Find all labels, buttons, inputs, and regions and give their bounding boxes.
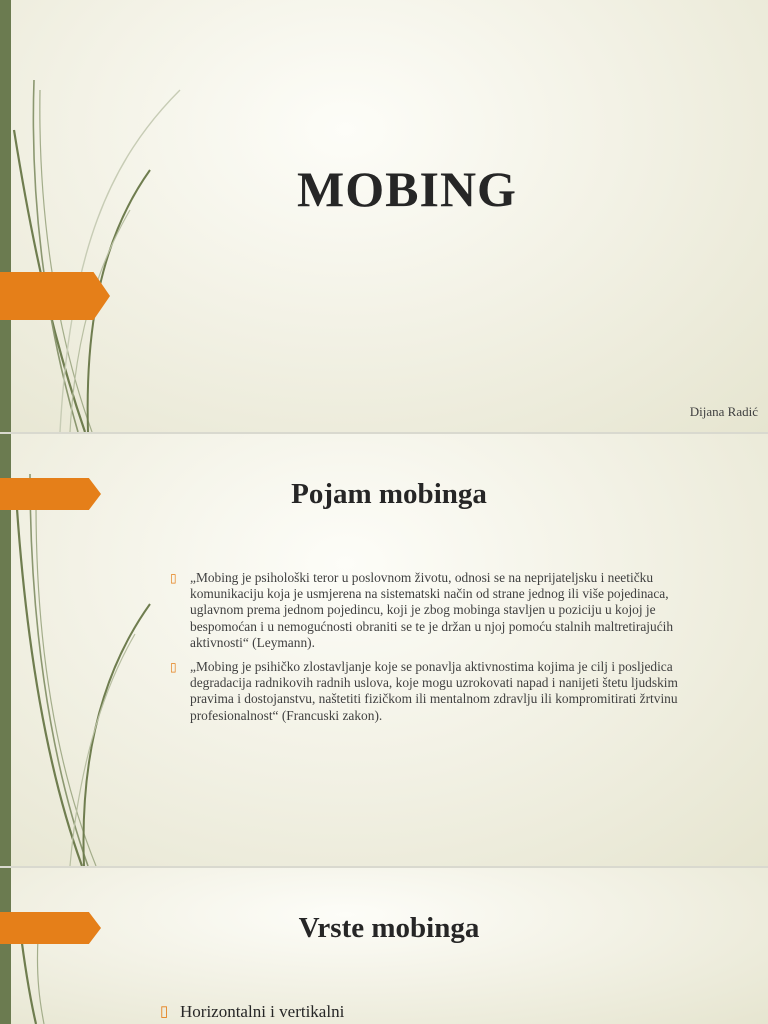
- type-text: Horizontalni i vertikalni: [180, 1002, 345, 1021]
- slide-heading: Pojam mobinga: [291, 478, 487, 510]
- types-list: [160, 1002, 728, 1022]
- decorative-stems: [0, 868, 200, 1024]
- orange-arrow-shape: [0, 478, 101, 510]
- slide-vrste-mobinga: [0, 868, 768, 1024]
- slide-heading: Vrste mobinga: [298, 912, 480, 944]
- presentation-title: MOBING: [297, 161, 517, 217]
- list-item: [160, 1002, 728, 1022]
- definition-list: [170, 570, 720, 732]
- list-item: [170, 659, 720, 724]
- definition-text: „Mobing je psihološki teror u poslovnom životu, odnosi se na neprijateljsku i neetičku komunikaciju koja je usmjerena na sistematski način od strane jednog ili više pojedinaca, uglavnom prema jednom pojedincu, koji je zbog mobinga stavljen u poziciju u kojoj je bespomoćan i u nemogućnosti obraniti se te je držan u njoj pomoću stalnih maltretirajućih aktivnosti“ (Leymann).: [190, 570, 674, 650]
- orange-bullet-icon: ▯: [170, 571, 177, 585]
- orange-bullet-icon: ▯: [160, 1004, 169, 1020]
- slide-title: [0, 0, 768, 432]
- orange-bullet-icon: ▯: [170, 660, 177, 675]
- definition-text: „Mobing je psihičko zlostavljanje koje se ponavlja aktivnostima kojima je cilj i posljedica degradacija radnikovih radnih uslova, koje mogu uzrokovati napad i nanijeti štetu ljudskim pravima i dostojanstvu, naštetiti fizičkom ili mentalnom zdravlju ili kompromitirati žrtvinu profesionalnost“ (Francuski zakon).: [190, 659, 678, 723]
- list-item: [170, 570, 720, 651]
- orange-arrow-shape: [0, 272, 110, 320]
- slide-pojam-mobinga: [0, 434, 768, 866]
- left-accent-bar: [0, 868, 11, 1024]
- author-name: Dijana Radić: [689, 404, 758, 419]
- orange-arrow-shape: [0, 912, 101, 944]
